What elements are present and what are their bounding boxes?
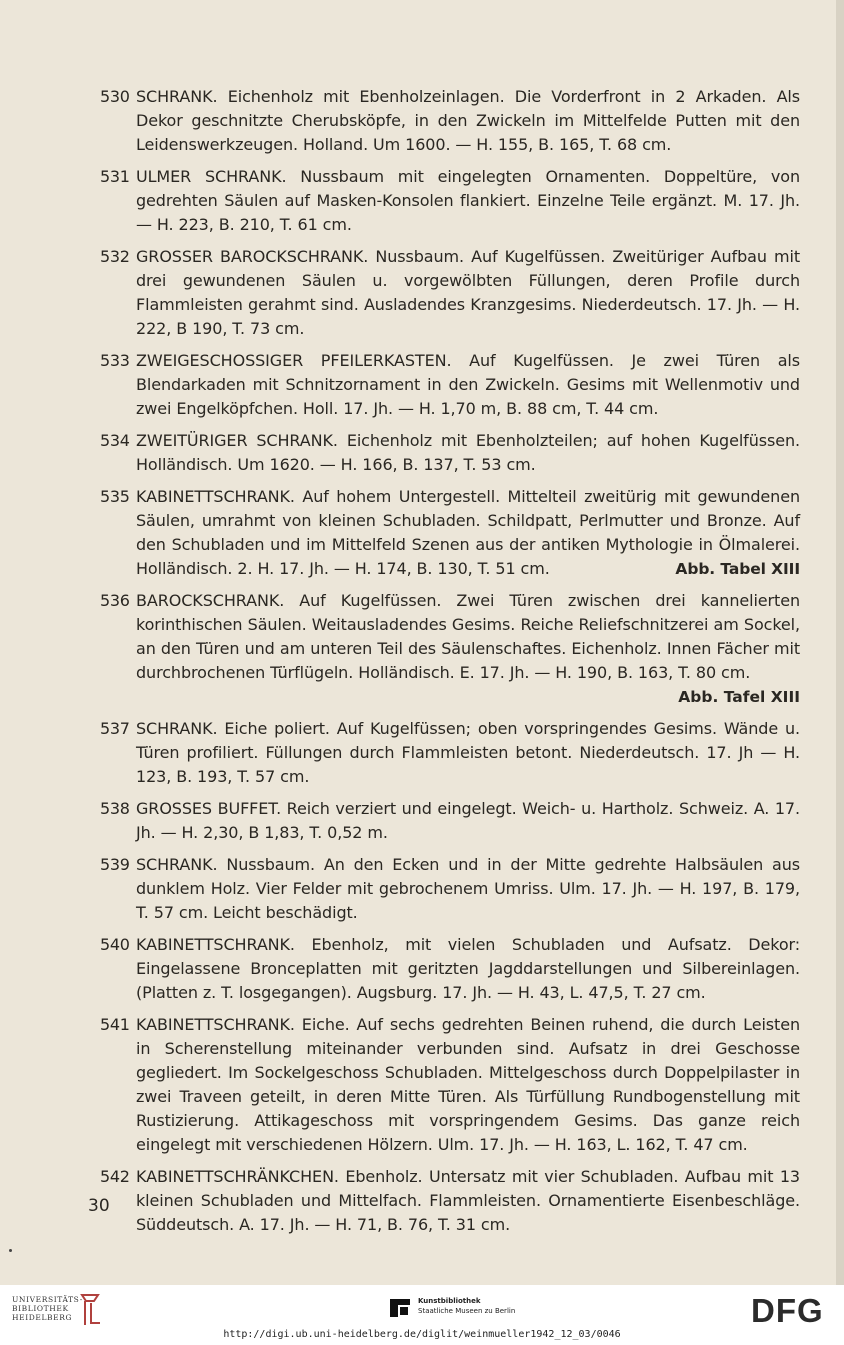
entry-number: 535 [100,487,130,506]
entry-number: 540 [100,935,130,954]
entry-text: KABINETTSCHRANK. Eiche. Auf sechs gedrehten Beinen ruhend, die durch Leisten in Scherenstellung miteinander verbunden sind. Aufsatz in drei Geschosse gegliedert. Im Sockelgeschoss Schubladen. Mittelgeschoss durch Doppelpilaster in zwei Traveen geteilt, in deren Mitte Türen. Als Türfüllung Rundbogenstellung mit Rustizierung. Attikageschoss mit vorspringendem Gesims. Das ganze reich eingelegt mit verschiedenen Hölzern. Ulm. 17. Jh. — H. 163, L. 162, T. 47 cm. [136,1015,800,1154]
catalog-entry [100,797,800,845]
dfg-logo-icon[interactable] [751,1294,833,1326]
catalog-entry [100,1013,800,1157]
catalog-entry [100,165,800,237]
illustration-reference: Abb. Tabel XIII [675,560,800,578]
entry-number: 541 [100,1015,130,1034]
entry-text: KABINETTSCHRANK. Auf hohem Untergestell. Mittelteil zweitürig mit gewundenen Säulen, umrahmt von kleinen Schubladen. Schildpatt, Perlmutter und Bronze. Auf den Schubladen und im Mittelfeld Szenen aus der antiken Mythologie in Ölmalerei. Holländisch. 2. H. 17. Jh. — H. 174, B. 130, T. 51 cm. [136,487,800,578]
kb-subtitle: Staatliche Museen zu Berlin [418,1307,516,1315]
catalog-entry [100,485,800,581]
entry-number: 532 [100,247,130,266]
entry-number: 538 [100,799,130,818]
catalog-entry [100,85,800,157]
entry-text: ULMER SCHRANK. Nussbaum mit eingelegten Ornamenten. Doppeltüre, von gedrehten Säulen auf Masken-Konsolen flankiert. Einzelne Teile ergänzt. M. 17. Jh. — H. 223, B. 210, T. 61 cm. [136,167,800,234]
catalog-entry [100,349,800,421]
catalog-entry [100,933,800,1005]
kb-title: Kunstbibliothek [418,1297,481,1305]
catalog-entry [100,1165,800,1237]
entry-number: 533 [100,351,130,370]
entry-text: GROSSER BAROCKSCHRANK. Nussbaum. Auf Kugelfüssen. Zweitüriger Aufbau mit drei gewundenen Säulen u. vorgewölbten Füllungen, deren Profile durch Flammleisten gerahmt sind. Ausladendes Kranzgesims. Niederdeutsch. 17. Jh. — H. 222, B 190, T. 73 cm. [136,247,800,338]
dfg-label: DFG [751,1294,824,1326]
catalog-entries [100,85,800,1245]
ub-line-2: BIBLIOTHEK [12,1304,69,1313]
ub-heidelberg-logo-icon[interactable] [76,1291,104,1327]
entry-number: 534 [100,431,130,450]
entry-text: ZWEITÜRIGER SCHRANK. Eichenholz mit Ebenholzteilen; auf hohen Kugelfüssen. Holländisch. Um 1620. — H. 166, B. 137, T. 53 cm. [136,431,800,474]
entry-text: GROSSES BUFFET. Reich verziert und eingelegt. Weich- u. Hartholz. Schweiz. A. 17. Jh. — H. 2,30, B 1,83, T. 0,52 m. [136,799,800,842]
permalink-url[interactable]: http://digi.ub.uni-heidelberg.de/diglit/weinmueller1942_12_03/0046 [223,1329,621,1340]
catalog-entry [100,245,800,341]
kunstbibliothek-wordmark[interactable] [418,1296,515,1316]
page-edge [836,0,844,1285]
entry-number: 539 [100,855,130,874]
entry-text: SCHRANK. Nussbaum. An den Ecken und in der Mitte gedrehte Halbsäulen aus dunklem Holz. Vier Felder mit gebrochenem Umriss. Ulm. 17. Jh. — H. 197, B. 179, T. 57 cm. Leicht beschädigt. [136,855,800,922]
entry-text: KABINETTSCHRÄNKCHEN. Ebenholz. Untersatz mit vier Schubladen. Aufbau mit 13 kleinen Schubladen und Mittelfach. Flammleisten. Ornamentierte Eisenbeschläge. Süddeutsch. A. 17. Jh. — H. 71, B. 76, T. 31 cm. [136,1167,800,1234]
scan-speck [9,1249,12,1252]
kunstbibliothek-logo-icon[interactable] [388,1297,414,1319]
entry-text: ZWEIGESCHOSSIGER PFEILERKASTEN. Auf Kugelfüssen. Je zwei Türen als Blendarkaden mit Schnitzornament in den Zwickeln. Gesims mit Wellenmotiv und zwei Engelköpfchen. Holl. 17. Jh. — H. 1,70 m, B. 88 cm, T. 44 cm. [136,351,800,418]
ub-heidelberg-wordmark[interactable] [12,1295,83,1322]
entry-number: 537 [100,719,130,738]
entry-text: BAROCKSCHRANK. Auf Kugelfüssen. Zwei Türen zwischen drei kannelierten korinthischen Säulen. Weitausladendes Gesims. Reiche Reliefschnitzerei am Sockel, an den Türen und am unteren Teil des Säulenschaftes. Eichenholz. Innen Fächer mit durchbrochenen Türflügeln. Holländisch. E. 17. Jh. — H. 190, B. 163, T. 80 cm. [136,591,800,682]
catalog-entry [100,853,800,925]
entry-text: SCHRANK. Eiche poliert. Auf Kugelfüssen; oben vorspringendes Gesims. Wände u. Türen profiliert. Füllungen durch Flammleisten betont. Niederdeutsch. 17. Jh — H. 123, B. 193, T. 57 cm. [136,719,800,786]
entry-number: 531 [100,167,130,186]
illustration-reference: Abb. Tafel XIII [678,688,800,706]
digitization-footer [0,1285,844,1345]
entry-number: 542 [100,1167,130,1186]
entry-number: 536 [100,591,130,610]
entry-number: 530 [100,87,130,106]
entry-text: SCHRANK. Eichenholz mit Ebenholzeinlagen. Die Vorderfront in 2 Arkaden. Als Dekor geschnitzte Cherubsköpfe, in den Zwickeln im Mittelfelde Putten mit den Leidenswerkzeugen. Holland. Um 1600. — H. 155, B. 165, T. 68 cm. [136,87,800,154]
catalog-entry [100,717,800,789]
catalog-entry [100,429,800,477]
catalog-entry [100,589,800,709]
entry-text-container [136,485,800,581]
page-number: 30 [88,1196,110,1216]
entry-text: KABINETTSCHRANK. Ebenholz, mit vielen Schubladen und Aufsatz. Dekor: Eingelassene Bronceplatten mit geritzten Jagddarstellungen und Silbereinlagen. (Platten z. T. losgegangen). Augsburg. 17. Jh. — H. 43, L. 47,5, T. 27 cm. [136,935,800,1002]
ub-line-1: UNIVERSITÄTS- [12,1295,83,1304]
ub-line-3: HEIDELBERG [12,1313,73,1322]
